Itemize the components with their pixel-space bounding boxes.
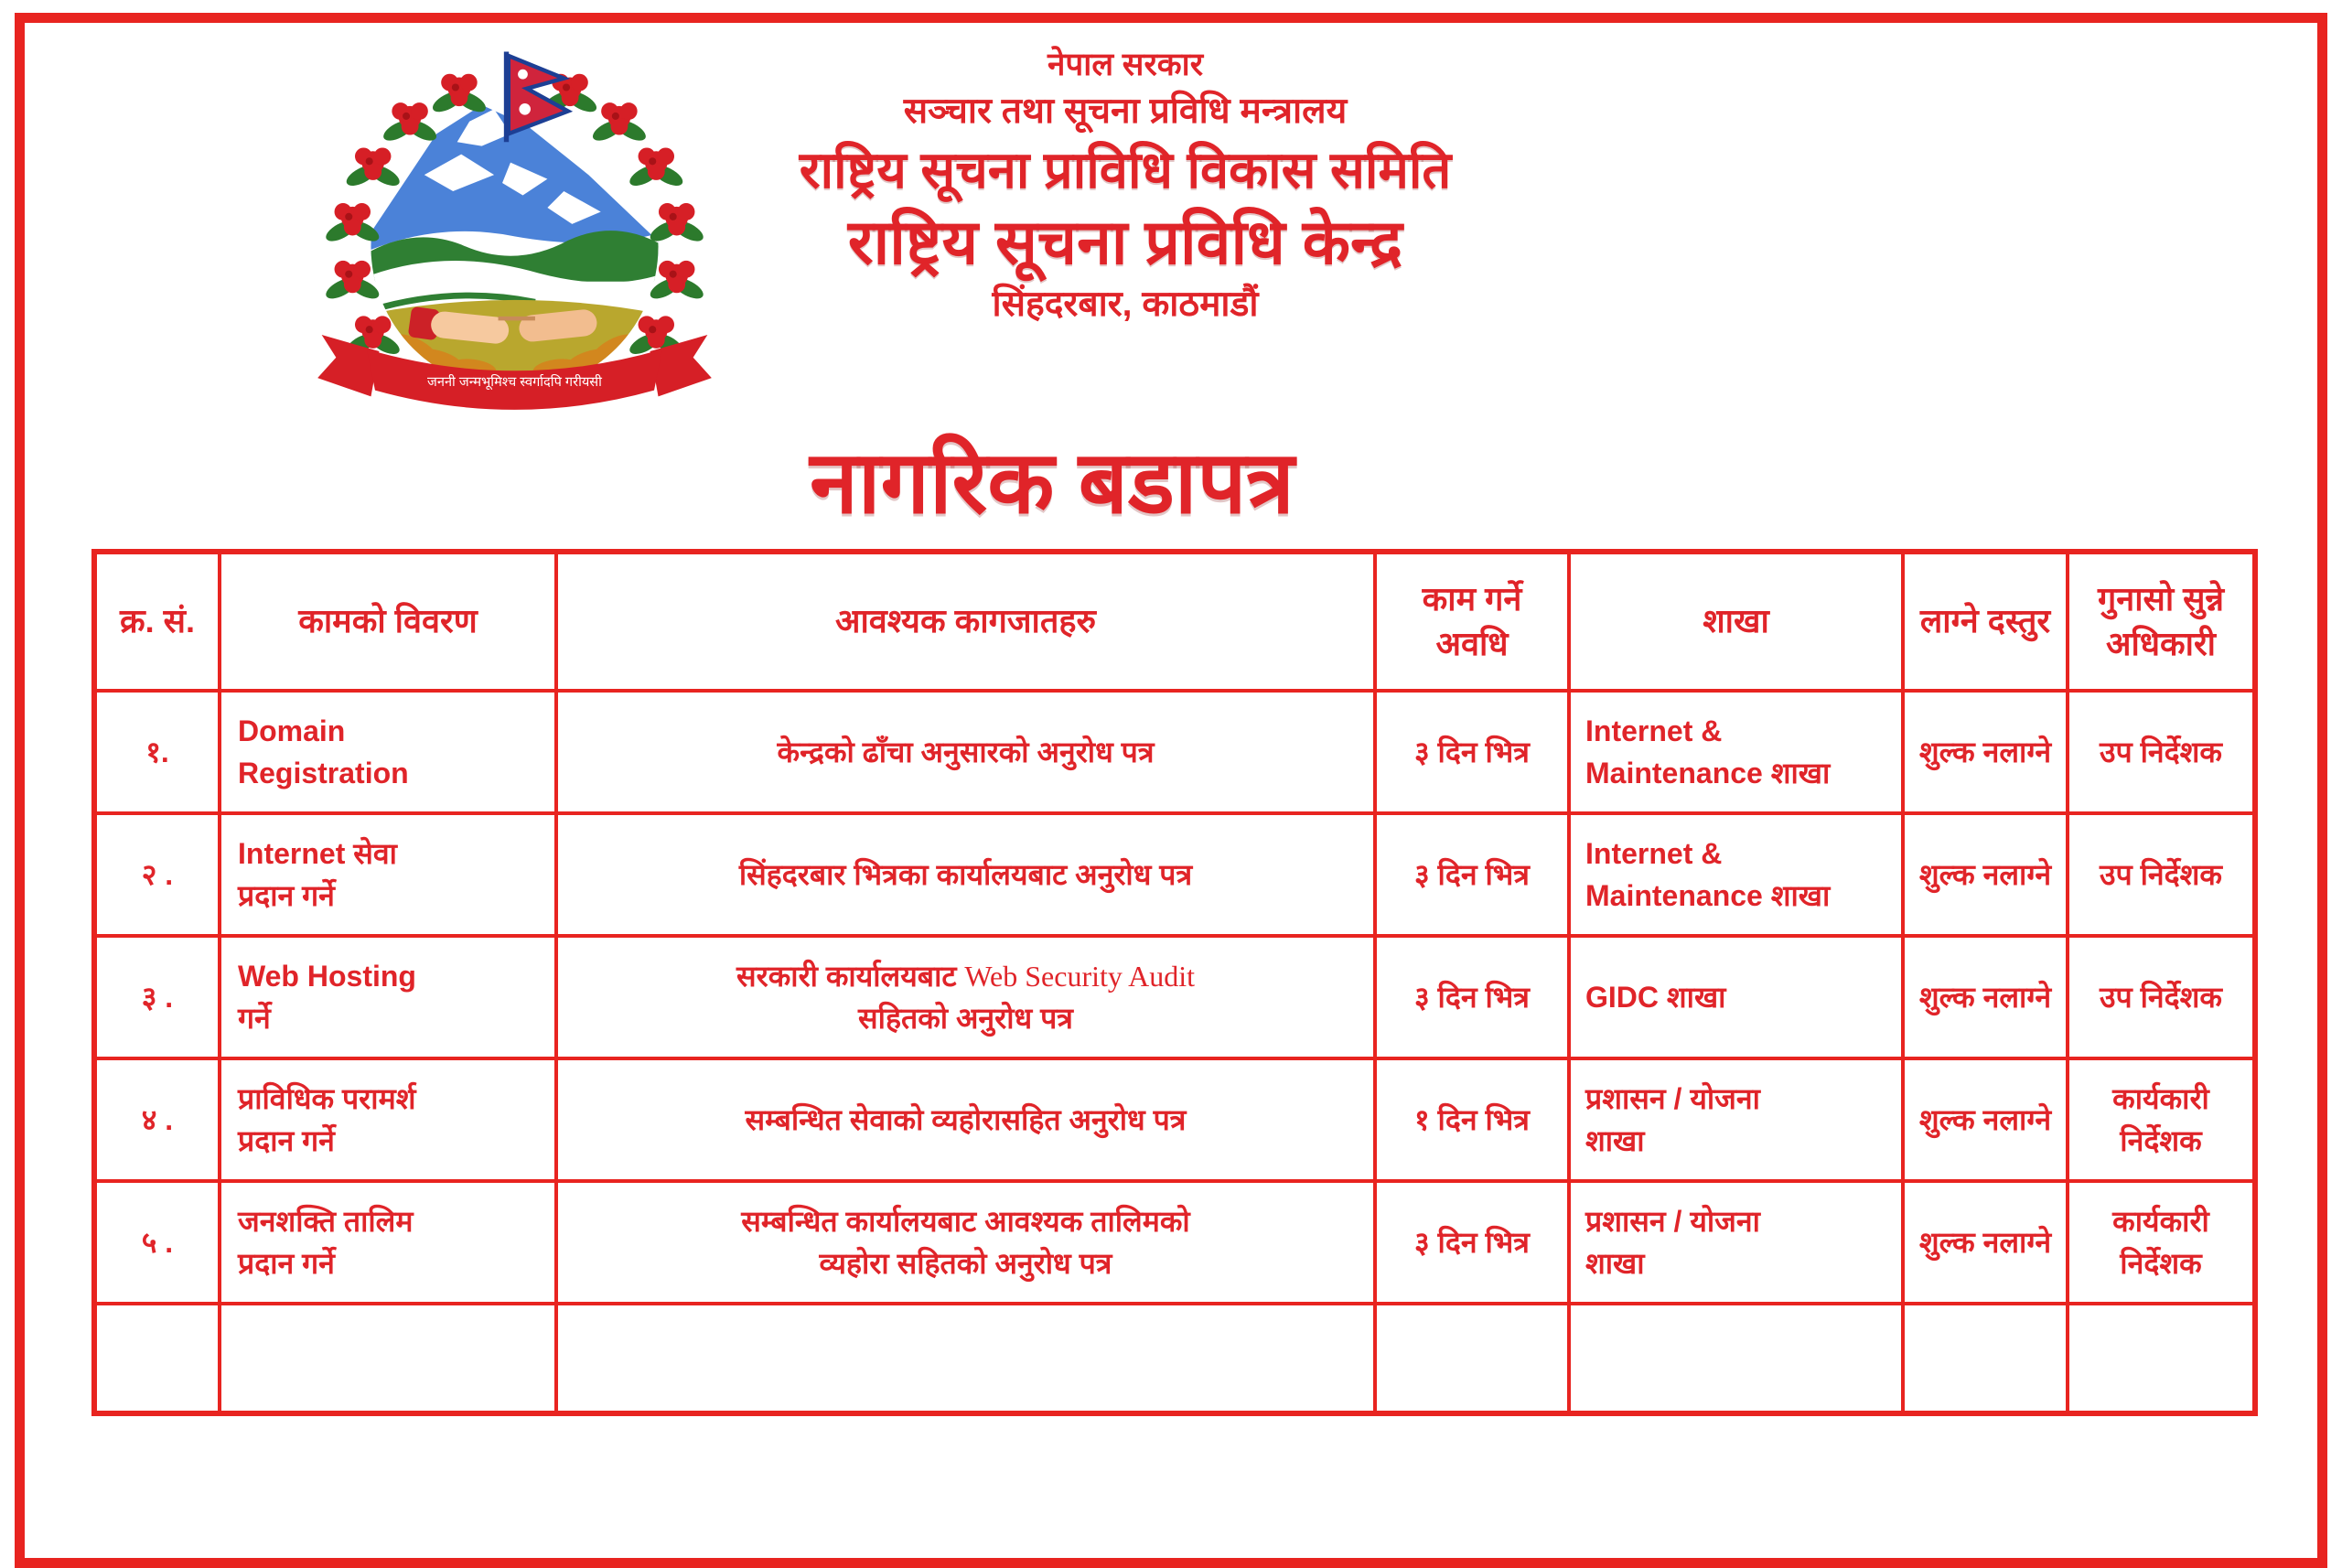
ministry-name: सञ्चार तथा सूचना प्रविधि मन्त्रालय	[903, 91, 1348, 132]
cell-work-duration: ३ दिन भित्र	[1375, 813, 1569, 936]
cell-required-documents: सम्बन्धित सेवाको व्यहोरासहित अनुरोध पत्र	[556, 1058, 1375, 1181]
cell-work-duration: ३ दिन भित्र	[1375, 1181, 1569, 1304]
header-fee: लाग्ने दस्तुर	[1903, 552, 2068, 691]
cell-serial-number: २ .	[94, 813, 220, 936]
cell-work-description: जनशक्ति तालिम प्रदान गर्ने	[220, 1181, 556, 1304]
table-header-row	[94, 552, 2255, 691]
cell-serial-number: ३ .	[94, 936, 220, 1058]
table-cell-empty	[1569, 1304, 1903, 1413]
cell-required-documents: सम्बन्धित कार्यालयबाट आवश्यक तालिमको व्यहोरा सहितको अनुरोध पत्र	[556, 1181, 1375, 1304]
cell-work-duration: ३ दिन भित्र	[1375, 936, 1569, 1058]
cell-fee: शुल्क नलाग्ने	[1903, 813, 2068, 936]
letterhead	[0, 46, 2251, 326]
cell-fee: शुल्क नलाग्ने	[1903, 1181, 2068, 1304]
government-name: नेपाल सरकार	[1047, 47, 1204, 82]
cell-complaint-officer: उप निर्देशक	[2068, 691, 2255, 813]
cell-work-description: Internet सेवा प्रदान गर्ने	[220, 813, 556, 936]
cell-branch: Internet & Maintenance शाखा	[1569, 691, 1903, 813]
header-required-documents: आवश्यक कागजातहरु	[556, 552, 1375, 691]
cell-required-documents: सिंहदरबार भित्रका कार्यालयबाट अनुरोध पत्र	[556, 813, 1375, 936]
cell-complaint-officer: उप निर्देशक	[2068, 936, 2255, 1058]
table-cell-empty	[220, 1304, 556, 1413]
cell-fee: शुल्क नलाग्ने	[1903, 1058, 2068, 1181]
cell-branch: प्रशासन / योजना शाखा	[1569, 1181, 1903, 1304]
table-cell-empty	[94, 1304, 220, 1413]
cell-serial-number: १.	[94, 691, 220, 813]
cell-branch: Internet & Maintenance शाखा	[1569, 813, 1903, 936]
cell-work-description: प्राविधिक परामर्श प्रदान गर्ने	[220, 1058, 556, 1181]
table-header	[94, 552, 2255, 691]
cell-branch: प्रशासन / योजना शाखा	[1569, 1058, 1903, 1181]
cell-work-duration: ३ दिन भित्र	[1375, 691, 1569, 813]
cell-required-documents: केन्द्रको ढाँचा अनुसारको अनुरोध पत्र	[556, 691, 1375, 813]
table-row	[94, 813, 2255, 936]
cell-required-documents: सरकारी कार्यालयबाट Web Security Audit सहितको अनुरोध पत्र	[556, 936, 1375, 1058]
table-cell-empty	[2068, 1304, 2255, 1413]
table-cell-empty	[556, 1304, 1375, 1413]
committee-name: राष्ट्रिय सूचना प्राविधि विकास समिति	[799, 141, 1452, 199]
cell-serial-number: ४ .	[94, 1058, 220, 1181]
table-row	[94, 936, 2255, 1058]
table-row-partial	[94, 1304, 2255, 1413]
cell-work-description: Web Hosting गर्ने	[220, 936, 556, 1058]
cell-complaint-officer: उप निर्देशक	[2068, 813, 2255, 936]
emblem-motto-text: जननी जन्मभूमिश्च स्वर्गादपि गरीयसी	[427, 375, 602, 391]
page-title: नागरिक बडापत्र	[810, 435, 1295, 532]
cell-complaint-officer: कार्यकारी निर्देशक	[2068, 1181, 2255, 1304]
table-cell-empty	[1375, 1304, 1569, 1413]
header-complaint-officer: गुनासो सुन्ने अधिकारी	[2068, 552, 2255, 691]
cell-work-description: Domain Registration	[220, 691, 556, 813]
center-name: राष्ट्रिय सूचना प्रविधि केन्द्र	[847, 208, 1403, 278]
table-body	[94, 691, 2255, 1413]
cell-branch: GIDC शाखा	[1569, 936, 1903, 1058]
cell-serial-number: ५ .	[94, 1181, 220, 1304]
header-branch: शाखा	[1569, 552, 1903, 691]
table-row	[94, 1181, 2255, 1304]
office-address: सिंहदरबार, काठमाडौं	[992, 284, 1259, 324]
table-row	[94, 691, 2255, 813]
header-work-description: कामको विवरण	[220, 552, 556, 691]
cell-work-duration: १ दिन भित्र	[1375, 1058, 1569, 1181]
cell-fee: शुल्क नलाग्ने	[1903, 936, 2068, 1058]
cell-complaint-officer: कार्यकारी निर्देशक	[2068, 1058, 2255, 1181]
table-cell-empty	[1903, 1304, 2068, 1413]
header-serial-number: क्र. सं.	[94, 552, 220, 691]
cell-fee: शुल्क नलाग्ने	[1903, 691, 2068, 813]
header-work-duration: काम गर्ने अवधि	[1375, 552, 1569, 691]
table-row	[94, 1058, 2255, 1181]
citizen-charter-table	[91, 549, 2258, 1416]
